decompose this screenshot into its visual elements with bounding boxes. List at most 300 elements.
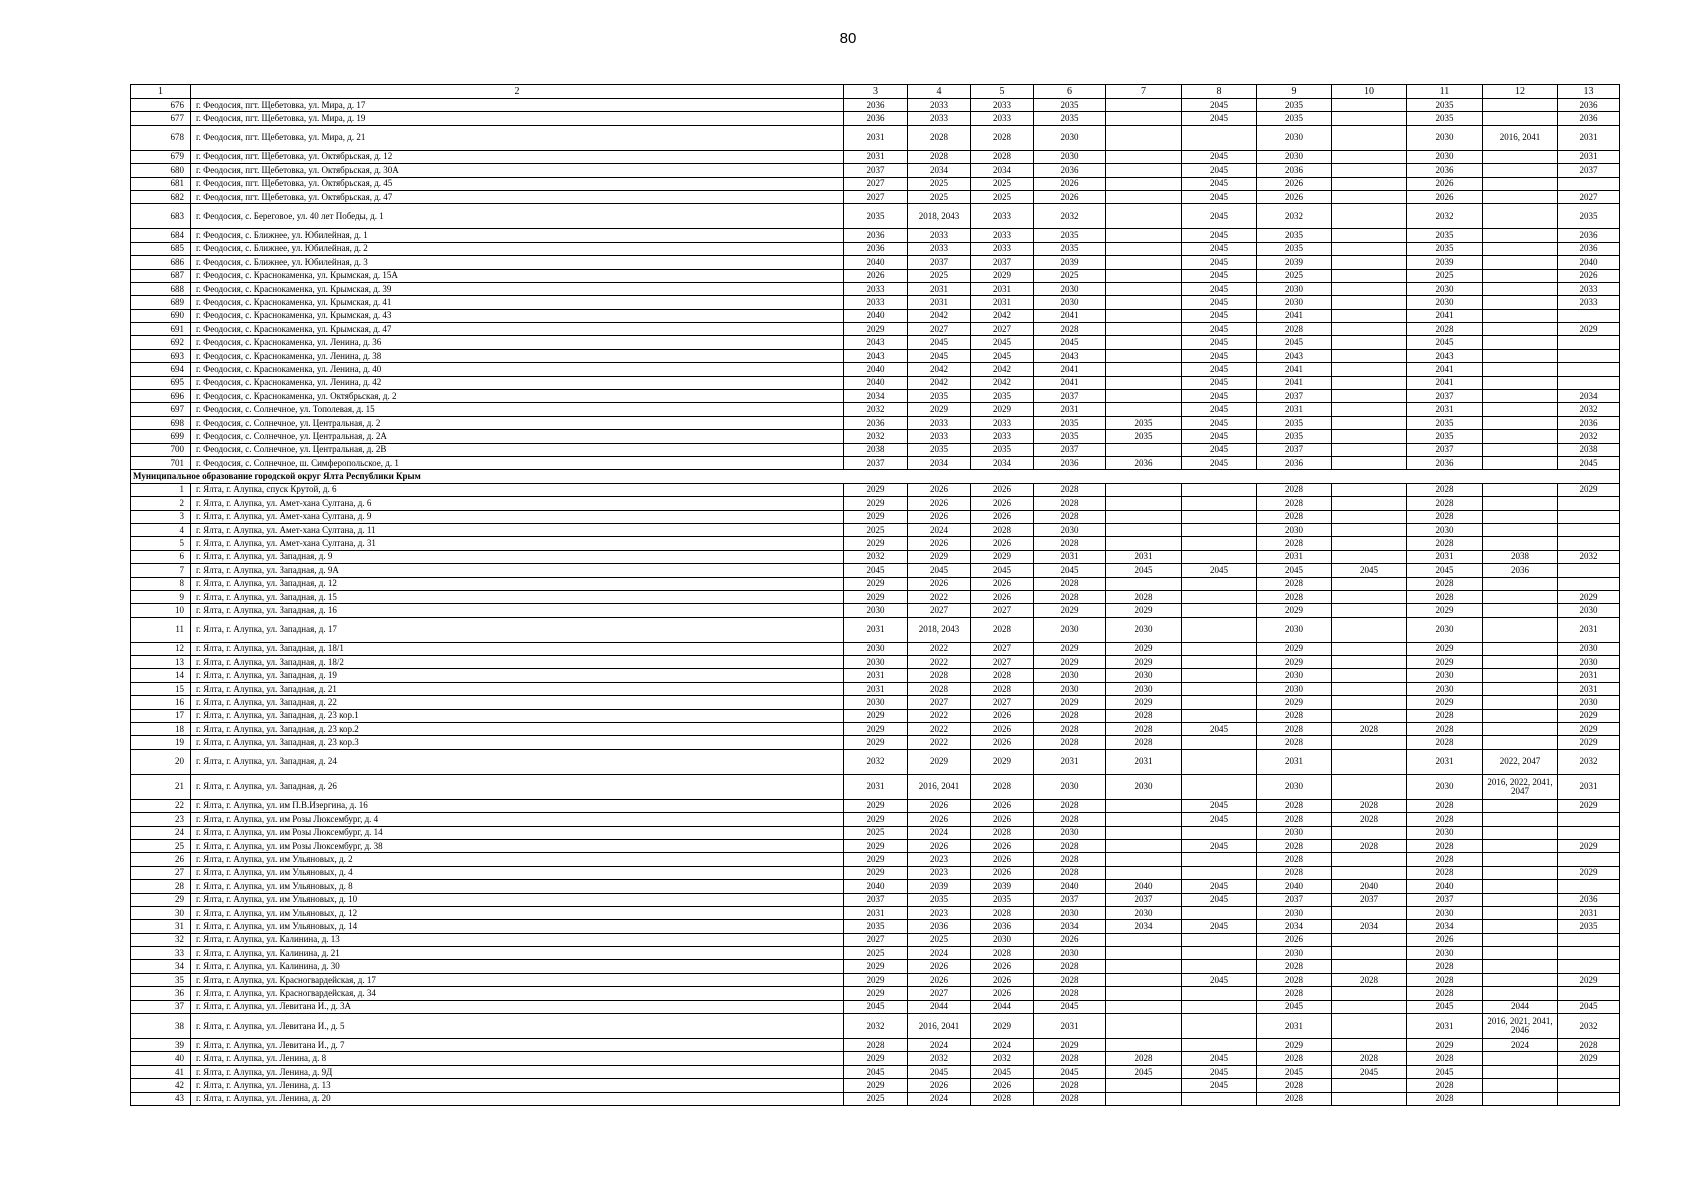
column-header: 11 — [1407, 85, 1483, 99]
year-cell: 2032 — [844, 1014, 908, 1039]
year-cell — [1483, 430, 1558, 443]
year-cell: 2033 — [971, 242, 1034, 255]
year-cell: 2030 — [844, 642, 908, 655]
table-row — [131, 112, 1620, 125]
row-number: 681 — [131, 177, 191, 190]
table-row — [131, 269, 1620, 282]
address-cell: г. Ялта, г. Алупка, ул. Левитана И., д. 7 — [191, 1039, 844, 1052]
year-cell: 2045 — [1182, 839, 1257, 852]
table-row — [131, 749, 1620, 774]
year-cell: 2030 — [1407, 150, 1483, 163]
year-cell: 2045 — [1407, 336, 1483, 349]
year-cell — [1332, 947, 1407, 960]
year-cell: 2045 — [1182, 973, 1257, 986]
row-number: 694 — [131, 363, 191, 376]
year-cell: 2045 — [1332, 564, 1407, 577]
year-cell — [1332, 177, 1407, 190]
year-cell — [1483, 403, 1558, 416]
row-number: 14 — [131, 669, 191, 682]
year-cell: 2026 — [971, 839, 1034, 852]
table-row — [131, 190, 1620, 203]
year-cell: 2028 — [1106, 736, 1182, 749]
column-header: 12 — [1483, 85, 1558, 99]
year-cell: 2032 — [1558, 1014, 1620, 1039]
year-cell: 2045 — [1407, 564, 1483, 577]
year-cell: 2040 — [1257, 880, 1332, 893]
year-cell: 2030 — [1034, 669, 1106, 682]
column-header: 10 — [1332, 85, 1407, 99]
year-cell — [1483, 376, 1558, 389]
row-number: 19 — [131, 736, 191, 749]
year-cell: 2031 — [1558, 682, 1620, 695]
year-cell: 2029 — [1558, 323, 1620, 336]
address-cell: г. Ялта, г. Алупка, ул. Западная, д. 19 — [191, 669, 844, 682]
year-cell: 2037 — [1034, 443, 1106, 456]
header-row — [131, 85, 1620, 99]
year-cell — [1558, 336, 1620, 349]
table-row — [131, 177, 1620, 190]
address-cell: г. Ялта, г. Алупка, ул. Красногвардейская, д. 17 — [191, 973, 844, 986]
year-cell: 2030 — [1257, 282, 1332, 295]
year-cell: 2025 — [908, 269, 971, 282]
year-cell: 2041 — [1407, 376, 1483, 389]
year-cell — [1332, 403, 1407, 416]
row-number: 683 — [131, 204, 191, 229]
year-cell: 2033 — [971, 112, 1034, 125]
year-cell: 2029 — [1257, 604, 1332, 617]
year-cell: 2030 — [1407, 826, 1483, 839]
year-cell: 2026 — [971, 709, 1034, 722]
year-cell: 2028 — [1257, 960, 1332, 973]
year-cell: 2036 — [844, 416, 908, 429]
year-cell: 2030 — [1558, 696, 1620, 709]
year-cell: 2045 — [1182, 150, 1257, 163]
year-cell: 2029 — [1558, 839, 1620, 852]
year-cell: 2028 — [1034, 323, 1106, 336]
year-cell: 2028 — [1407, 483, 1483, 496]
year-cell: 2029 — [1034, 604, 1106, 617]
year-cell: 2026 — [1407, 177, 1483, 190]
year-cell: 2031 — [844, 906, 908, 919]
year-cell — [1483, 150, 1558, 163]
row-number: 25 — [131, 839, 191, 852]
year-cell — [1332, 1039, 1407, 1052]
year-cell: 2029 — [844, 813, 908, 826]
year-cell: 2031 — [844, 669, 908, 682]
year-cell: 2037 — [1257, 443, 1332, 456]
table-row — [131, 1052, 1620, 1065]
year-cell: 2036 — [908, 920, 971, 933]
year-cell: 2029 — [844, 973, 908, 986]
address-cell: г. Ялта, г. Алупка, ул. им Розы Люксембург, д. 14 — [191, 826, 844, 839]
row-number: 35 — [131, 973, 191, 986]
year-cell: 2030 — [844, 604, 908, 617]
year-cell: 2036 — [1558, 416, 1620, 429]
year-cell — [1483, 112, 1558, 125]
year-cell: 2045 — [971, 349, 1034, 362]
table-row — [131, 323, 1620, 336]
address-cell: г. Ялта, г. Алупка, ул. Западная, д. 12 — [191, 577, 844, 590]
year-cell: 2036 — [1558, 99, 1620, 112]
year-cell: 2034 — [908, 164, 971, 177]
year-cell: 2028 — [1407, 1092, 1483, 1105]
year-cell: 2029 — [908, 403, 971, 416]
year-cell — [1483, 1065, 1558, 1078]
year-cell: 2030 — [1407, 774, 1483, 799]
year-cell — [1483, 523, 1558, 536]
year-cell: 2045 — [1558, 1000, 1620, 1013]
year-cell: 2045 — [1182, 799, 1257, 812]
year-cell: 2029 — [1558, 709, 1620, 722]
year-cell: 2022 — [908, 656, 971, 669]
table-row — [131, 617, 1620, 642]
year-cell — [1182, 590, 1257, 603]
row-number: 26 — [131, 853, 191, 866]
year-cell: 2031 — [1034, 1014, 1106, 1039]
year-cell: 2029 — [844, 736, 908, 749]
year-cell: 2040 — [1407, 880, 1483, 893]
year-cell: 2030 — [1558, 642, 1620, 655]
row-number: 692 — [131, 336, 191, 349]
year-cell: 2037 — [1106, 893, 1182, 906]
year-cell — [1106, 363, 1182, 376]
year-cell — [1106, 349, 1182, 362]
year-cell: 2030 — [1106, 774, 1182, 799]
year-cell: 2026 — [844, 269, 908, 282]
year-cell — [1332, 604, 1407, 617]
row-number: 28 — [131, 880, 191, 893]
year-cell — [1483, 269, 1558, 282]
address-cell: г. Феодосия, с. Краснокаменка, ул. Крымская, д. 43 — [191, 309, 844, 322]
year-cell: 2029 — [1558, 866, 1620, 879]
year-cell: 2029 — [1407, 696, 1483, 709]
column-header: 9 — [1257, 85, 1332, 99]
year-cell — [1106, 296, 1182, 309]
year-cell: 2033 — [844, 296, 908, 309]
year-cell — [1182, 987, 1257, 1000]
year-cell: 2038 — [1558, 443, 1620, 456]
address-cell: г. Ялта, г. Алупка, ул. им Розы Люксембург, д. 4 — [191, 813, 844, 826]
year-cell: 2030 — [1407, 947, 1483, 960]
table-row — [131, 682, 1620, 695]
year-cell — [1106, 443, 1182, 456]
year-cell — [1483, 177, 1558, 190]
year-cell: 2026 — [1407, 190, 1483, 203]
year-cell: 2028 — [1257, 590, 1332, 603]
year-cell: 2022, 2047 — [1483, 749, 1558, 774]
year-cell — [1483, 416, 1558, 429]
year-cell — [1106, 336, 1182, 349]
year-cell: 2045 — [1182, 376, 1257, 389]
year-cell — [1332, 866, 1407, 879]
year-cell: 2040 — [844, 376, 908, 389]
year-cell — [1332, 510, 1407, 523]
year-cell: 2022 — [908, 736, 971, 749]
year-cell — [1558, 510, 1620, 523]
year-cell: 2030 — [1257, 669, 1332, 682]
address-cell: г. Ялта, г. Алупка, ул. Западная, д. 24 — [191, 749, 844, 774]
year-cell: 2030 — [1257, 947, 1332, 960]
year-cell: 2028 — [1034, 987, 1106, 1000]
year-cell: 2028 — [1257, 497, 1332, 510]
year-cell: 2029 — [844, 483, 908, 496]
year-cell: 2016, 2041 — [1483, 125, 1558, 150]
year-cell: 2045 — [1257, 336, 1332, 349]
year-cell — [1182, 682, 1257, 695]
year-cell: 2033 — [971, 204, 1034, 229]
row-number: 6 — [131, 550, 191, 563]
year-cell: 2028 — [1257, 853, 1332, 866]
column-header: 1 — [131, 85, 191, 99]
row-number: 2 — [131, 497, 191, 510]
year-cell: 2035 — [971, 893, 1034, 906]
year-cell: 2016, 2041 — [908, 774, 971, 799]
address-cell: г. Ялта, г. Алупка, ул. Ленина, д. 8 — [191, 1052, 844, 1065]
year-cell — [1182, 550, 1257, 563]
address-cell: г. Ялта, г. Алупка, ул. Амет-хана Султана, д. 9 — [191, 510, 844, 523]
year-cell: 2031 — [971, 282, 1034, 295]
year-cell: 2032 — [844, 749, 908, 774]
year-cell: 2045 — [1182, 282, 1257, 295]
year-cell: 2026 — [908, 839, 971, 852]
year-cell: 2036 — [844, 112, 908, 125]
year-cell: 2031 — [1034, 749, 1106, 774]
year-cell: 2036 — [1034, 456, 1106, 469]
year-cell — [1106, 242, 1182, 255]
year-cell — [1182, 669, 1257, 682]
year-cell: 2036 — [1558, 229, 1620, 242]
year-cell: 2024 — [908, 523, 971, 536]
year-cell: 2028 — [1257, 537, 1332, 550]
year-cell: 2045 — [1182, 336, 1257, 349]
year-cell — [1332, 190, 1407, 203]
year-cell — [1483, 164, 1558, 177]
year-cell — [1332, 774, 1407, 799]
year-cell — [1332, 537, 1407, 550]
year-cell: 2024 — [908, 826, 971, 839]
year-cell: 2030 — [971, 933, 1034, 946]
year-cell: 2036 — [1407, 164, 1483, 177]
year-cell — [1182, 1092, 1257, 1105]
year-cell — [1332, 590, 1407, 603]
year-cell: 2031 — [1558, 617, 1620, 642]
year-cell: 2026 — [971, 866, 1034, 879]
table-row — [131, 204, 1620, 229]
year-cell: 2041 — [1034, 376, 1106, 389]
year-cell: 2028 — [1034, 1079, 1106, 1092]
year-cell: 2030 — [1034, 906, 1106, 919]
table-row — [131, 390, 1620, 403]
year-cell: 2037 — [1558, 164, 1620, 177]
year-cell: 2026 — [971, 590, 1034, 603]
table-row — [131, 349, 1620, 362]
year-cell: 2036 — [1257, 164, 1332, 177]
year-cell: 2028 — [1332, 813, 1407, 826]
address-cell: г. Ялта, г. Алупка, ул. им Ульяновых, д. 10 — [191, 893, 844, 906]
year-cell: 2026 — [1034, 933, 1106, 946]
year-cell: 2037 — [844, 456, 908, 469]
year-cell: 2030 — [1106, 669, 1182, 682]
year-cell — [1558, 826, 1620, 839]
row-number: 699 — [131, 430, 191, 443]
row-number: 8 — [131, 577, 191, 590]
address-cell: г. Ялта, г. Алупка, ул. Западная, д. 9А — [191, 564, 844, 577]
year-cell: 2026 — [908, 1079, 971, 1092]
year-cell: 2028 — [1257, 866, 1332, 879]
year-cell: 2035 — [1034, 112, 1106, 125]
address-cell: г. Феодосия, с. Солнечное, ш. Симферопольское, д. 1 — [191, 456, 844, 469]
year-cell: 2027 — [908, 323, 971, 336]
year-cell: 2035 — [908, 893, 971, 906]
year-cell: 2036 — [1558, 242, 1620, 255]
table-row — [131, 736, 1620, 749]
year-cell: 2032 — [971, 1052, 1034, 1065]
row-number: 24 — [131, 826, 191, 839]
year-cell — [1483, 736, 1558, 749]
table-row — [131, 577, 1620, 590]
year-cell: 2045 — [844, 564, 908, 577]
year-cell: 2028 — [1332, 799, 1407, 812]
year-cell — [1106, 99, 1182, 112]
year-cell: 2033 — [908, 242, 971, 255]
year-cell — [1106, 1039, 1182, 1052]
year-cell — [1106, 204, 1182, 229]
row-number: 21 — [131, 774, 191, 799]
year-cell — [1106, 125, 1182, 150]
year-cell: 2029 — [844, 866, 908, 879]
year-cell: 2031 — [1407, 403, 1483, 416]
address-cell: г. Феодосия, пгт. Щебетовка, ул. Октябрьская, д. 12 — [191, 150, 844, 163]
year-cell: 2045 — [1182, 296, 1257, 309]
year-cell: 2024 — [908, 1092, 971, 1105]
year-cell: 2030 — [1407, 282, 1483, 295]
table-row — [131, 336, 1620, 349]
table-row — [131, 866, 1620, 879]
table-row — [131, 363, 1620, 376]
year-cell: 2025 — [844, 1092, 908, 1105]
year-cell: 2029 — [844, 497, 908, 510]
year-cell — [1483, 282, 1558, 295]
year-cell: 2041 — [1407, 309, 1483, 322]
year-cell: 2026 — [971, 483, 1034, 496]
year-cell: 2028 — [1407, 839, 1483, 852]
year-cell — [1182, 125, 1257, 150]
year-cell — [1106, 510, 1182, 523]
year-cell: 2032 — [1558, 749, 1620, 774]
year-cell: 2045 — [1182, 242, 1257, 255]
column-header: 4 — [908, 85, 971, 99]
address-cell: г. Ялта, г. Алупка, ул. Западная, д. 9 — [191, 550, 844, 563]
year-cell: 2026 — [971, 973, 1034, 986]
address-cell: г. Феодосия, пгт. Щебетовка, ул. Октябрьская, д. 30А — [191, 164, 844, 177]
table-row — [131, 813, 1620, 826]
year-cell — [1106, 403, 1182, 416]
year-cell — [1332, 1014, 1407, 1039]
year-cell: 2045 — [1182, 204, 1257, 229]
address-cell: г. Ялта, г. Алупка, ул. Западная, д. 17 — [191, 617, 844, 642]
row-number: 679 — [131, 150, 191, 163]
year-cell: 2035 — [908, 390, 971, 403]
year-cell: 2030 — [1034, 296, 1106, 309]
table-row — [131, 416, 1620, 429]
address-cell: г. Ялта, г. Алупка, ул. Западная, д. 21 — [191, 682, 844, 695]
year-cell: 2033 — [908, 430, 971, 443]
year-cell: 2042 — [908, 376, 971, 389]
year-cell — [1483, 349, 1558, 362]
year-cell: 2027 — [844, 190, 908, 203]
address-cell: г. Феодосия, пгт. Щебетовка, ул. Мира, д. 17 — [191, 99, 844, 112]
year-cell: 2030 — [1257, 826, 1332, 839]
address-cell: г. Ялта, г. Алупка, ул. Западная, д. 16 — [191, 604, 844, 617]
year-cell — [1483, 256, 1558, 269]
row-number: 41 — [131, 1065, 191, 1078]
year-cell: 2040 — [1034, 880, 1106, 893]
year-cell — [1332, 430, 1407, 443]
year-cell — [1332, 1079, 1407, 1092]
year-cell: 2016, 2041 — [908, 1014, 971, 1039]
year-cell: 2037 — [1407, 893, 1483, 906]
section-row — [131, 470, 1620, 483]
year-cell: 2036 — [1106, 456, 1182, 469]
year-cell: 2034 — [1034, 920, 1106, 933]
year-cell: 2031 — [1558, 125, 1620, 150]
year-cell — [1182, 866, 1257, 879]
year-cell: 2045 — [908, 336, 971, 349]
year-cell: 2028 — [1034, 709, 1106, 722]
year-cell — [1483, 604, 1558, 617]
year-cell: 2028 — [908, 150, 971, 163]
year-cell: 2028 — [971, 150, 1034, 163]
year-cell: 2035 — [1407, 430, 1483, 443]
year-cell: 2025 — [908, 177, 971, 190]
year-cell — [1106, 933, 1182, 946]
year-cell: 2026 — [1034, 177, 1106, 190]
year-cell: 2045 — [1182, 416, 1257, 429]
table-row — [131, 853, 1620, 866]
year-cell: 2035 — [1034, 242, 1106, 255]
year-cell — [1332, 523, 1407, 536]
year-cell: 2033 — [971, 416, 1034, 429]
year-cell: 2026 — [908, 497, 971, 510]
row-number: 684 — [131, 229, 191, 242]
year-cell: 2034 — [844, 390, 908, 403]
year-cell: 2028 — [1407, 723, 1483, 736]
year-cell: 2028 — [1257, 736, 1332, 749]
year-cell: 2035 — [1106, 416, 1182, 429]
year-cell — [1483, 723, 1558, 736]
year-cell — [1483, 497, 1558, 510]
year-cell — [1483, 826, 1558, 839]
year-cell: 2030 — [1257, 523, 1332, 536]
year-cell: 2029 — [971, 550, 1034, 563]
year-cell: 2028 — [1257, 723, 1332, 736]
year-cell — [1182, 510, 1257, 523]
year-cell: 2031 — [1106, 749, 1182, 774]
year-cell: 2028 — [1332, 973, 1407, 986]
row-number: 40 — [131, 1052, 191, 1065]
year-cell: 2028 — [1034, 497, 1106, 510]
year-cell: 2045 — [1182, 229, 1257, 242]
year-cell: 2040 — [1106, 880, 1182, 893]
year-cell: 2025 — [1257, 269, 1332, 282]
year-cell: 2029 — [1257, 656, 1332, 669]
year-cell: 2029 — [844, 960, 908, 973]
address-cell: г. Ялта, г. Алупка, ул. им Розы Люксембург, д. 38 — [191, 839, 844, 852]
row-number: 10 — [131, 604, 191, 617]
year-cell: 2030 — [1034, 682, 1106, 695]
year-cell: 2028 — [1034, 973, 1106, 986]
year-cell: 2026 — [971, 813, 1034, 826]
